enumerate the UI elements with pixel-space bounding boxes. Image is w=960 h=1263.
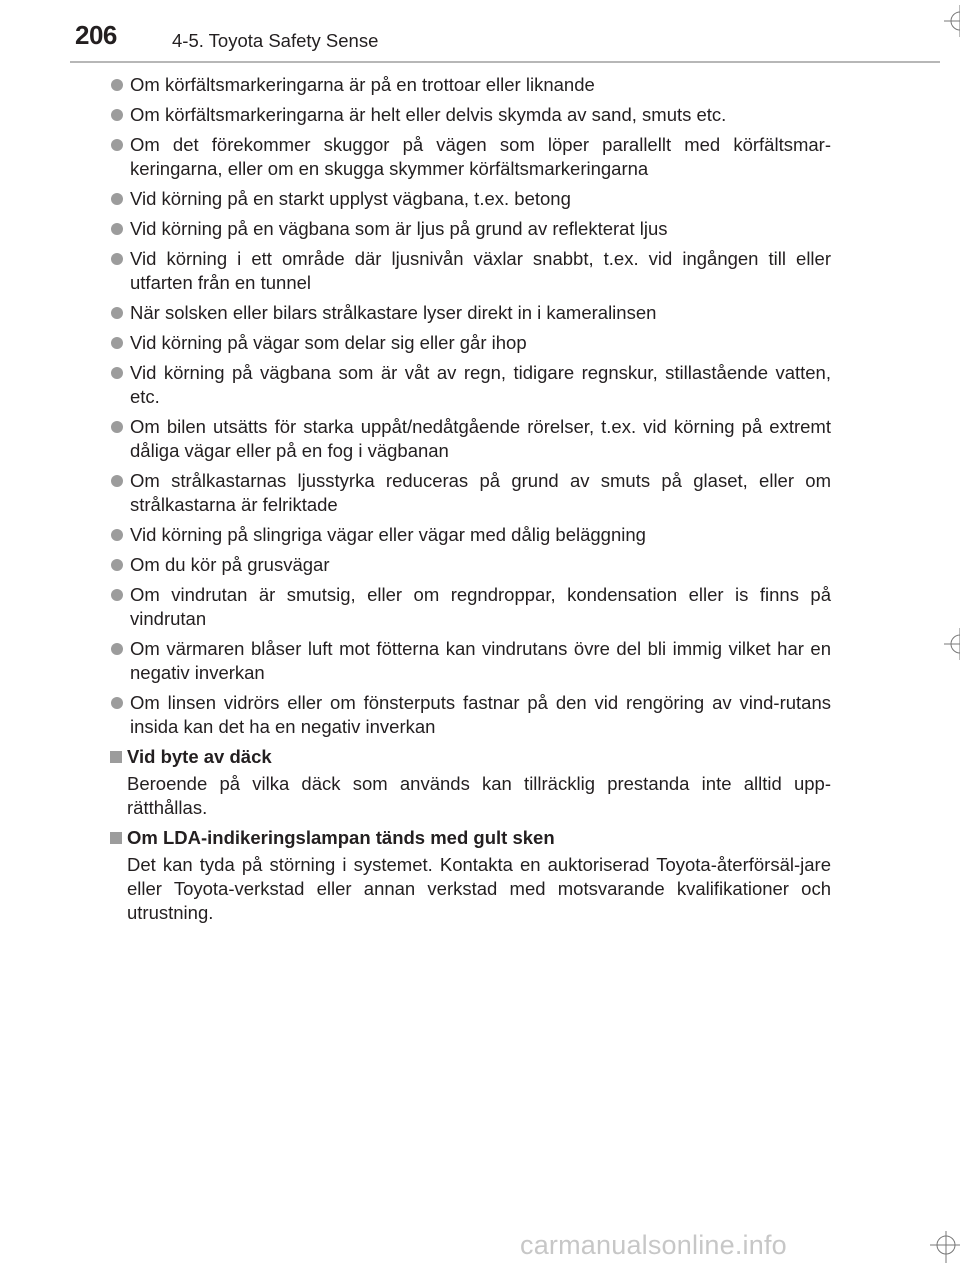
section-title: 4-5. Toyota Safety Sense: [172, 30, 379, 51]
bullet-text: Vid körning på vägar som delar sig eller går ihop: [130, 332, 527, 353]
main-content: [109, 73, 831, 931]
bullet-text: Vid körning i ett område där ljusnivån växlar snabbt, t.ex. vid ingången till eller utfarten från en tunnel: [130, 248, 831, 293]
bullet-item: [109, 133, 831, 181]
section-body: Det kan tyda på störning i systemet. Kontakta en auktoriserad Toyota-återförsäl-jare eller Toyota-verkstad eller annan verkstad med motsvarande kvalifikationer och utrustning.: [127, 854, 831, 923]
bullet-text: Om linsen vidrörs eller om fönsterputs fastnar på den vid rengöring av vind-rutans insida kan det ha en negativ inverkan: [130, 692, 831, 737]
bullet-text: Om körfältsmarkeringarna är helt eller delvis skymda av sand, smuts etc.: [130, 104, 727, 125]
bullet-item: [109, 217, 831, 241]
bullet-dot-icon: [111, 421, 123, 433]
bullet-dot-icon: [111, 643, 123, 655]
bullet-item: [109, 331, 831, 355]
crop-mark-icon: [944, 5, 960, 45]
bullet-dot-icon: [111, 529, 123, 541]
bullet-dot-icon: [111, 475, 123, 487]
bullet-text: Om körfältsmarkeringarna är på en trottoar eller liknande: [130, 74, 595, 95]
info-section: [109, 826, 831, 925]
info-section: [109, 745, 831, 820]
bullet-dot-icon: [111, 559, 123, 571]
section-heading: Om LDA-indikeringslampan tänds med gult sken: [127, 827, 555, 848]
bullet-dot-icon: [111, 253, 123, 265]
bullet-text: Om du kör på grusvägar: [130, 554, 330, 575]
header-divider: [70, 61, 940, 63]
bullet-item: [109, 415, 831, 463]
bullet-text: Om bilen utsätts för starka uppåt/nedåtgående rörelser, t.ex. vid körning på extremt dåliga vägar eller på en fog i vägbanan: [130, 416, 831, 461]
bullet-item: [109, 187, 831, 211]
bullet-item: [109, 247, 831, 295]
bullet-dot-icon: [111, 307, 123, 319]
bullet-text: Om det förekommer skuggor på vägen som löper parallellt med körfältsmar-keringarna, eller om en skugga skymmer körfältsmarkeringarna: [130, 134, 831, 179]
section-heading: Vid byte av däck: [127, 746, 272, 767]
section-list: [109, 745, 831, 925]
bullet-dot-icon: [111, 223, 123, 235]
bullet-item: [109, 469, 831, 517]
bullet-dot-icon: [111, 589, 123, 601]
bullet-item: [109, 553, 831, 577]
watermark: carmanualsonline.info: [520, 1230, 787, 1260]
bullet-dot-icon: [111, 367, 123, 379]
crop-mark-icon: [920, 1223, 960, 1263]
bullet-text: Om vindrutan är smutsig, eller om regndroppar, kondensation eller is finns på vindrutan: [130, 584, 831, 629]
bullet-item: [109, 103, 831, 127]
bullet-list: [109, 73, 831, 739]
crop-mark-icon: [944, 628, 960, 668]
bullet-dot-icon: [111, 139, 123, 151]
bullet-dot-icon: [111, 337, 123, 349]
bullet-dot-icon: [111, 193, 123, 205]
section-square-icon: [110, 832, 122, 844]
page-number: 206: [75, 20, 117, 50]
section-body: Beroende på vilka däck som används kan tillräcklig prestanda inte alltid upp-rätthållas.: [127, 773, 831, 818]
bullet-text: Om värmaren blåser luft mot fötterna kan vindrutans övre del bli immig vilket har en negativ inverkan: [130, 638, 831, 683]
bullet-item: [109, 301, 831, 325]
section-square-icon: [110, 751, 122, 763]
bullet-item: [109, 691, 831, 739]
bullet-dot-icon: [111, 109, 123, 121]
bullet-text: När solsken eller bilars strålkastare lyser direkt in i kameralinsen: [130, 302, 657, 323]
bullet-text: Om strålkastarnas ljusstyrka reduceras på grund av smuts på glaset, eller om strålkastarna är felriktade: [130, 470, 831, 515]
bullet-dot-icon: [111, 79, 123, 91]
bullet-text: Vid körning på en starkt upplyst vägbana, t.ex. betong: [130, 188, 571, 209]
bullet-text: Vid körning på slingriga vägar eller vägar med dålig beläggning: [130, 524, 646, 545]
bullet-item: [109, 73, 831, 97]
bullet-item: [109, 583, 831, 631]
bullet-dot-icon: [111, 697, 123, 709]
bullet-item: [109, 523, 831, 547]
bullet-text: Vid körning på vägbana som är våt av regn, tidigare regnskur, stillastående vatten, etc.: [130, 362, 831, 407]
bullet-text: Vid körning på en vägbana som är ljus på grund av reflekterat ljus: [130, 218, 668, 239]
bullet-item: [109, 361, 831, 409]
bullet-item: [109, 637, 831, 685]
